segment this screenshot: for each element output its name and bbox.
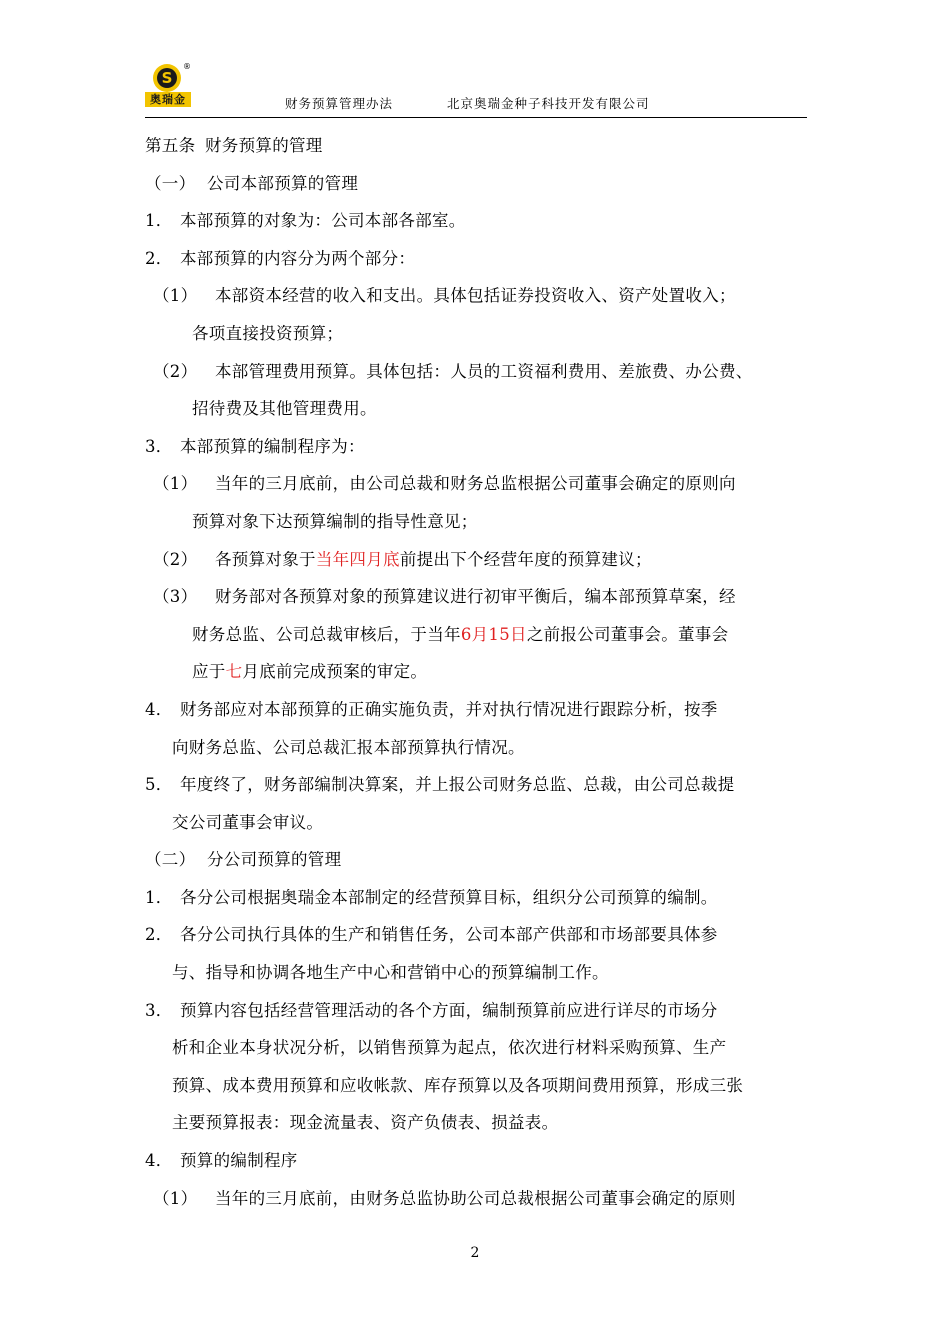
section-heading: （一） 公司本部预算的管理 — [145, 173, 359, 193]
page-header — [145, 60, 807, 118]
logo-brand: 奥瑞金 — [145, 92, 191, 107]
header-doc-title: 财务预算管理办法 — [285, 96, 394, 111]
list-item-cont: 主要预算报表：现金流量表、资产负债表、损益表。 — [172, 1113, 559, 1133]
list-item: 4． 预算的编制程序 — [145, 1151, 298, 1171]
highlight-text: 6月15日 — [460, 624, 527, 644]
sub-item-cont: 各项直接投资预算； — [192, 323, 344, 343]
sub-item: （3） 财务部对各预算对象的预算建议进行初审平衡后，编本部预算草案，经 — [153, 587, 736, 607]
list-item: 3． 本部预算的编制程序为： — [145, 436, 365, 456]
page-number: 2 — [470, 1245, 480, 1261]
article-heading: 第五条 财务预算的管理 — [145, 136, 323, 155]
list-item: 4． 财务部应对本部预算的正确实施负责，并对执行情况进行跟踪分析，按季 — [145, 699, 718, 719]
sub-item: （1） 当年的三月底前，由公司总裁和财务总监根据公司董事会确定的原则向 — [153, 474, 736, 494]
list-item-cont: 预算、成本费用预算和应收帐款、库存预算以及各项期间费用预算，形成三张 — [172, 1075, 744, 1095]
list-item-cont: 交公司董事会审议。 — [172, 812, 324, 832]
list-item: 2． 本部预算的内容分为两个部分： — [145, 248, 416, 268]
sub-item-cont: 财务总监、公司总裁审核后，于当年6月15日之前报公司董事会。董事会 — [192, 624, 729, 644]
sub-item: （2） 各预算对象于当年四月底前提出下个经营年度的预算建议； — [153, 549, 652, 569]
section-heading: （二） 分公司预算的管理 — [145, 850, 342, 870]
sub-item-cont: 招待费及其他管理费用。 — [192, 399, 377, 419]
list-item-cont: 析和企业本身状况分析，以销售预算为起点，依次进行材料采购预算、生产 — [172, 1038, 727, 1058]
list-item: 3． 预算内容包括经营管理活动的各个方面，编制预算前应进行详尽的市场分 — [145, 1000, 718, 1020]
list-item: 1． 各分公司根据奥瑞金本部制定的经营预算目标，组织分公司预算的编制。 — [145, 887, 718, 907]
sub-item: （1） 当年的三月底前，由财务总监协助公司总裁根据公司董事会确定的原则 — [153, 1188, 736, 1208]
list-item: 5． 年度终了，财务部编制决算案，并上报公司财务总监、总裁，由公司总裁提 — [145, 775, 735, 795]
sub-item: （1） 本部资本经营的收入和支出。具体包括证券投资收入、资产处置收入； — [153, 286, 736, 306]
highlight-text: 当年四月底 — [315, 549, 400, 569]
sub-item-cont: 预算对象下达预算编制的指导性意见； — [192, 511, 478, 531]
list-item: 1． 本部预算的对象为：公司本部各部室。 — [145, 211, 466, 231]
company-logo: S ® 奥瑞金 — [145, 64, 191, 108]
highlight-text: 七 — [225, 662, 243, 682]
sub-item-cont: 应于七月底前完成预案的审定。 — [192, 662, 428, 682]
sub-item: （2） 本部管理费用预算。具体包括：人员的工资福利费用、差旅费、办公费、 — [153, 361, 753, 381]
list-item-cont: 与、指导和协调各地生产中心和营销中心的预算编制工作。 — [172, 963, 609, 983]
list-item: 2． 各分公司执行具体的生产和销售任务，公司本部产供部和市场部要具体参 — [145, 925, 718, 945]
logo-mark: S — [153, 64, 181, 92]
document-body — [145, 127, 810, 1217]
list-item-cont: 向财务总监、公司总裁汇报本部预算执行情况。 — [172, 737, 525, 757]
header-company: 北京奥瑞金种子科技开发有限公司 — [447, 96, 650, 111]
